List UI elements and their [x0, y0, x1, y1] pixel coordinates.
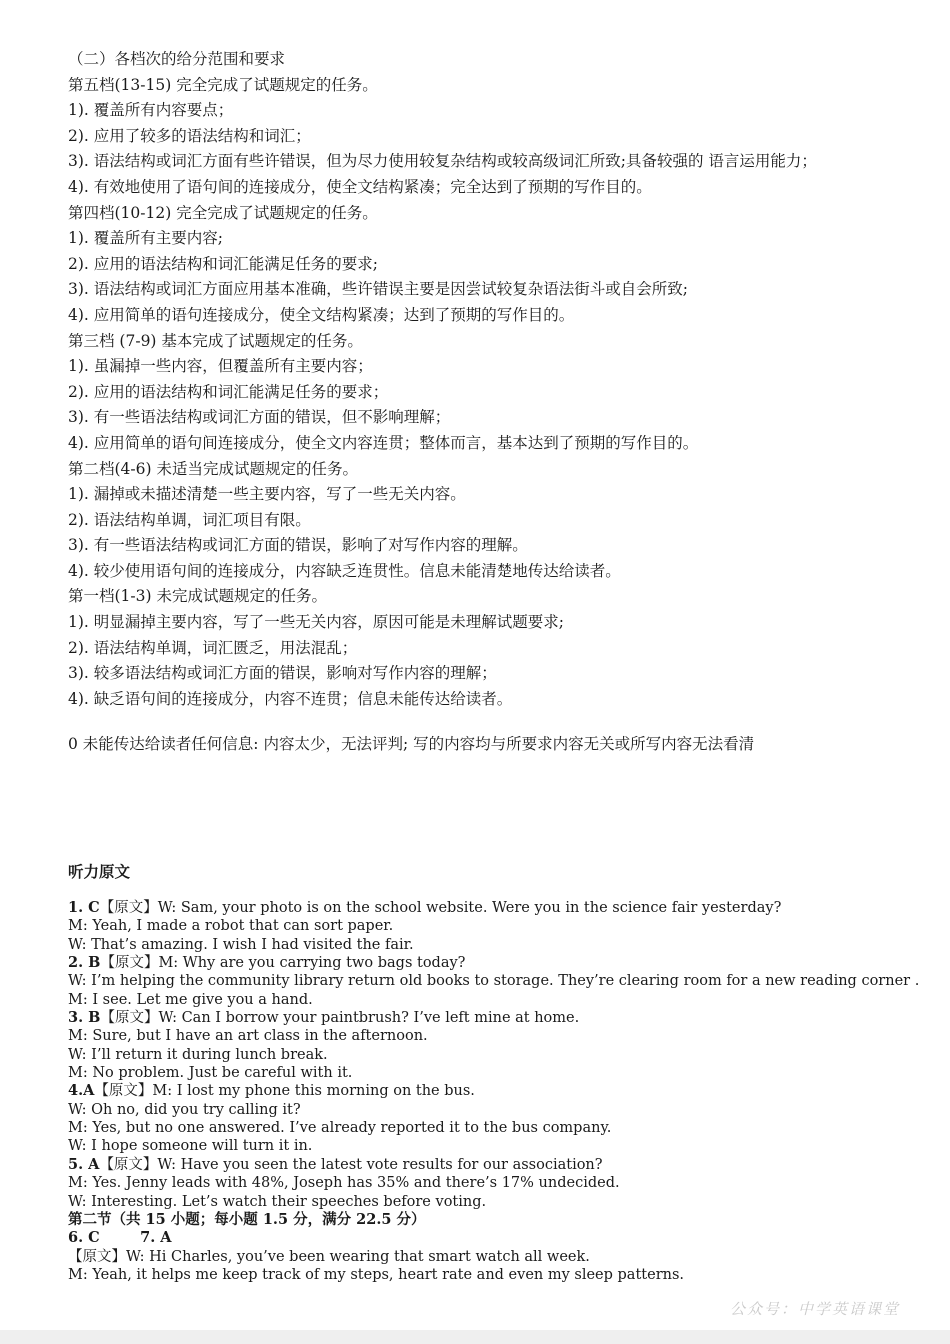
transcript-text: W: I’ll return it during lunch break.: [68, 1046, 328, 1063]
watermark: 公众号：中学英语课堂: [730, 1300, 901, 1318]
transcript-line: [68, 1101, 928, 1119]
transcript-line: 【原文】W: Hi Charles, you’ve been wearing that smart watch all week.: [68, 1248, 590, 1265]
transcript-line: M: Yeah, it helps me keep track of my steps, heart rate and even my sleep patterns.: [68, 1266, 685, 1283]
transcript-line: [68, 1027, 928, 1045]
rubric-line: 2). 应用的语法结构和词汇能满足任务的要求;: [68, 254, 378, 273]
answer-label: 2. B: [68, 954, 101, 972]
listening-transcript: [68, 899, 928, 1284]
rubric-line: 第五档(13-15) 完全完成了试题规定的任务。: [68, 75, 378, 94]
rubric-line: 2). 应用的语法结构和词汇能满足任务的要求；: [68, 382, 389, 401]
transcript-line: [68, 1193, 928, 1211]
transcript-text: 【原文】W: Sam, your photo is on the school website. Were you in the science fair yesterday?: [99, 900, 782, 916]
transcript-text: W: Interesting. Let’s watch their speeches before voting.: [68, 1193, 487, 1210]
transcript-text: M: I see. Let me give you a hand.: [68, 991, 313, 1008]
transcript-line: [68, 1082, 928, 1100]
rubric-line: 3). 较多语法结构或词汇方面的错误，影响对写作内容的理解；: [68, 664, 497, 683]
transcript-text: 【原文】M: Why are you carrying two bags today?: [100, 955, 466, 972]
transcript-text: W: I hope someone will turn it in.: [68, 1138, 313, 1155]
rubric-line: 1). 明显漏掉主要内容，写了一些无关内容，原因可能是未理解试题要求;: [68, 613, 564, 632]
transcript-text: W: That’s amazing. I wish I had visited the fair.: [68, 936, 414, 953]
rubric-line: 第四档(10-12) 完全完成了试题规定的任务。: [68, 203, 378, 222]
answer-label: 4.A: [68, 1082, 95, 1100]
transcript-line: [68, 936, 928, 954]
rubric-line: 3). 语法结构或词汇方面应用基本准确，些许错误主要是因尝试较复杂语法街斗或自会所致;: [68, 280, 688, 299]
answer-label: 1. C: [68, 899, 100, 916]
rubric-line: 3). 语法结构或词汇方面有些许错误，但为尽力使用较复杂结构或较高级词汇所致;具备较强的 语言运用能力；: [68, 152, 817, 171]
rubric-line: 4). 有效地使用了语句间的连接成分，使全文结构紧凑；完全达到了预期的写作目的。: [68, 177, 652, 196]
rubric-line: 4). 应用简单的语句间连接成分，使全文内容连贯；整体而言，基本达到了预期的写作目的。: [68, 433, 699, 452]
transcript-line: [68, 1137, 928, 1155]
transcript-line: [68, 1174, 928, 1192]
rubric-line: 2). 语法结构单调，词汇项目有限。: [68, 510, 311, 529]
transcript-text: 【原文】W: Can I borrow your paintbrush? I’ve left mine at home.: [100, 1010, 580, 1027]
transcript-line: [68, 1064, 928, 1082]
rubric-line: 4). 缺乏语句间的连接成分，内容不连贯；信息未能传达给读者。: [68, 689, 513, 708]
transcript-text: M: Yes. Jenny leads with 48%, Joseph has 35% and there’s 17% undecided.: [68, 1175, 620, 1192]
rubric-zero-line: 0 未能传达给读者任何信息: 内容太少，无法评判; 写的内容均与所要求内容无关或所写内容无法看清: [68, 735, 755, 754]
answer-label: 3. B: [68, 1009, 101, 1027]
transcript-line: [68, 917, 928, 935]
page-bottom-bar: [0, 1330, 950, 1344]
transcript-text: M: No problem. Just be careful with it.: [68, 1065, 353, 1082]
section-heading: 第二节（共 15 小题；每小题 1.5 分，满分 22.5 分）: [68, 1210, 426, 1228]
rubric-line: 4). 较少使用语句间的连接成分，内容缺乏连贯性。信息未能清楚地传达给读者。: [68, 561, 621, 580]
transcript-text: M: Sure, but I have an art class in the afternoon.: [68, 1028, 428, 1045]
transcript-text: M: Yeah, I made a robot that can sort paper.: [68, 918, 394, 935]
rubric-line: 4). 应用简单的语句连接成分，使全文结构紧凑；达到了预期的写作目的。: [68, 305, 575, 324]
rubric-line: 2). 应用了较多的语法结构和词汇；: [68, 126, 311, 145]
transcript-text: W: I’m helping the community library return old books to storage. They’re clearing room for a new reading corner .: [68, 973, 920, 990]
rubric-line: （二）各档次的给分范围和要求: [68, 50, 286, 68]
transcript-line: [68, 1046, 928, 1064]
rubric-line: 1). 覆盖所有内容要点；: [68, 101, 234, 120]
rubric-line: 1). 漏掉或未描述清楚一些主要内容，写了一些无关内容。: [68, 485, 466, 504]
answers-line: 6. C 7. A: [68, 1229, 172, 1247]
rubric-line: 3). 有一些语法结构或词汇方面的错误，影响了对写作内容的理解。: [68, 536, 528, 555]
rubric-line: 3). 有一些语法结构或词汇方面的错误，但不影响理解；: [68, 408, 451, 427]
transcript-line: [68, 1119, 928, 1137]
transcript-line: [68, 899, 928, 917]
rubric-line: 第一档(1-3) 未完成试题规定的任务。: [68, 587, 327, 606]
scoring-rubric: [68, 47, 928, 758]
transcript-line: [68, 972, 928, 990]
transcript-line: [68, 991, 928, 1009]
listening-transcript-title: 听力原文: [68, 862, 131, 881]
rubric-line: 1). 虽漏掉一些内容，但覆盖所有主要内容；: [68, 357, 373, 376]
transcript-line: [68, 1156, 928, 1174]
transcript-text: 【原文】W: Have you seen the latest vote results for our association?: [99, 1156, 603, 1173]
rubric-line: 2). 语法结构单调，词汇匮乏，用法混乱；: [68, 638, 358, 657]
transcript-text: M: Yes, but no one answered. I’ve already reported it to the bus company.: [68, 1120, 612, 1137]
rubric-line: 第二档(4-6) 未适当完成试题规定的任务。: [68, 459, 358, 478]
transcript-line: [68, 954, 928, 972]
rubric-line: 第三档 (7-9) 基本完成了试题规定的任务。: [68, 331, 363, 350]
transcript-line: [68, 1009, 928, 1027]
rubric-line: 1). 覆盖所有主要内容;: [68, 229, 223, 248]
transcript-text: W: Oh no, did you try calling it?: [68, 1101, 301, 1118]
answer-label: 5. A: [68, 1155, 100, 1173]
transcript-text: 【原文】M: I lost my phone this morning on the bus.: [94, 1083, 475, 1100]
